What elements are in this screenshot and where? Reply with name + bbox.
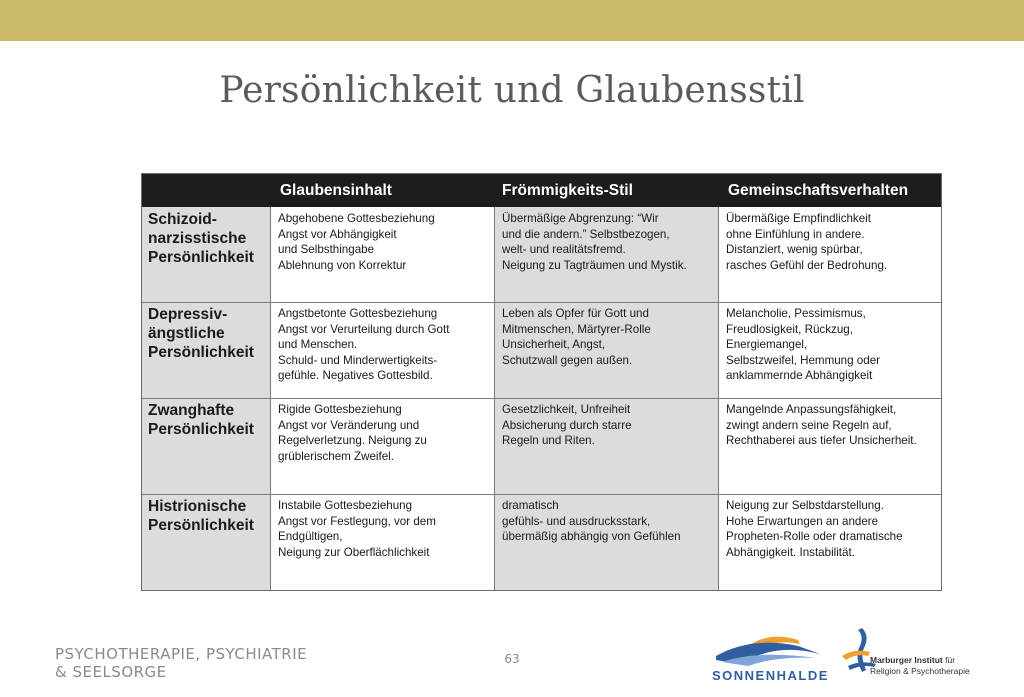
row-label-cell <box>142 207 270 302</box>
cell-text: Übermäßige Abgrenzung: “Wir und die andern.” Selbstbezogen, welt- und realitätsfremd. Neigung zu Tagträumen und Mystik. <box>502 212 687 272</box>
slide-title: Persönlichkeit und Glaubensstil <box>219 70 805 111</box>
personality-faith-table <box>141 173 942 591</box>
row-divider <box>142 398 941 399</box>
cell-froemmigkeit <box>494 494 718 590</box>
sonnenhalde-wordmark: SONNENHALDE <box>712 668 829 683</box>
cell-text: Mangelnde Anpassungsfähigkeit, zwingt andern seine Regeln auf, Rechthaberei aus tiefer Unsicherheit. <box>726 403 917 448</box>
cell-text: dramatisch gefühls- und ausdrucksstark, übermäßig abhängig von Gefühlen <box>502 499 681 544</box>
cell-froemmigkeit <box>494 207 718 302</box>
table-row <box>142 207 941 302</box>
cell-froemmigkeit <box>494 398 718 494</box>
cell-text: Rigide Gottesbeziehung Angst vor Veränderung und Regelverletzung. Neigung zu grüblerischem Zweifel. <box>278 403 427 463</box>
cell-glaubensinhalt <box>270 494 494 590</box>
footer-line-2: & SEELSORGE <box>55 663 167 681</box>
header-gemeinschaftsverhalten: Gemeinschaftsverhalten <box>728 182 909 199</box>
header-glaubensinhalt: Glaubensinhalt <box>280 182 392 199</box>
footer-series-title <box>55 645 307 681</box>
cell-text: Instabile Gottesbeziehung Angst vor Festlegung, vor dem Endgültigen, Neigung zur Oberflächlichkeit <box>278 499 436 559</box>
cell-text: Übermäßige Empfindlichkeit ohne Einfühlung in andere. Distanziert, wenig spürbar, rasches Gefühl der Bedrohung. <box>726 212 888 272</box>
table-row <box>142 302 941 398</box>
table-row <box>142 398 941 494</box>
cell-text: Leben als Opfer für Gott und Mitmenschen, Märtyrer-Rolle Unsicherheit, Angst, Schutzwall gegen außen. <box>502 307 651 367</box>
cell-gemeinschaft <box>718 398 941 494</box>
row-label-cell <box>142 302 270 398</box>
marburger-name: Marburger Institut <box>870 655 943 665</box>
cell-text: Angstbetonte Gottesbeziehung Angst vor Verurteilung durch Gott und Menschen. Schuld- und Minderwertigkeits- gefühle. Negatives Gottesbild. <box>278 307 450 383</box>
cell-text: Neigung zur Selbstdarstellung. Hohe Erwartungen an andere Propheten-Rolle oder dramatische Abhängigkeit. Instabilität. <box>726 499 903 559</box>
sonnenhalde-wave-icon <box>712 628 824 668</box>
row-label: Histrionische Persönlichkeit <box>148 498 254 534</box>
sonnenhalde-logo <box>712 628 829 688</box>
cell-glaubensinhalt <box>270 398 494 494</box>
cell-text: Abgehobene Gottesbeziehung Angst vor Abhängigkeit und Selbsthingabe Ablehnung von Korrektur <box>278 212 435 272</box>
cell-glaubensinhalt <box>270 207 494 302</box>
top-accent-bar <box>0 0 1024 41</box>
marburger-subtitle: Religion & Psychotherapie <box>870 666 970 676</box>
cell-gemeinschaft <box>718 207 941 302</box>
cell-gemeinschaft <box>718 302 941 398</box>
table-header-row <box>142 174 941 207</box>
cell-text: Melancholie, Pessimismus, Freudlosigkeit, Rückzug, Energiemangel, Selbstzweifel, Hemmung oder anklammernde Abhängigkeit <box>726 307 881 383</box>
header-froemmigkeits-stil: Frömmigkeits-Stil <box>502 182 633 199</box>
cell-froemmigkeit <box>494 302 718 398</box>
marburger-name-line <box>870 655 955 665</box>
row-label-cell <box>142 398 270 494</box>
row-label-cell <box>142 494 270 590</box>
page-number: 63 <box>504 652 520 666</box>
marburger-fuer: für <box>945 655 956 665</box>
cell-gemeinschaft <box>718 494 941 590</box>
table-row <box>142 494 941 590</box>
row-label: Schizoid- narzisstische Persönlichkeit <box>148 211 254 266</box>
row-label: Depressiv- ängstliche Persönlichkeit <box>148 306 254 361</box>
row-divider <box>142 302 941 303</box>
marburger-institut-logo <box>840 626 980 686</box>
row-divider <box>142 494 941 495</box>
cell-text: Gesetzlichkeit, Unfreiheit Absicherung durch starre Regeln und Riten. <box>502 403 632 448</box>
footer-line-1: PSYCHOTHERAPIE, PSYCHIATRIE <box>55 645 308 663</box>
header-cell-empty <box>142 174 270 207</box>
row-label: Zwanghafte Persönlichkeit <box>148 402 254 438</box>
cell-glaubensinhalt <box>270 302 494 398</box>
